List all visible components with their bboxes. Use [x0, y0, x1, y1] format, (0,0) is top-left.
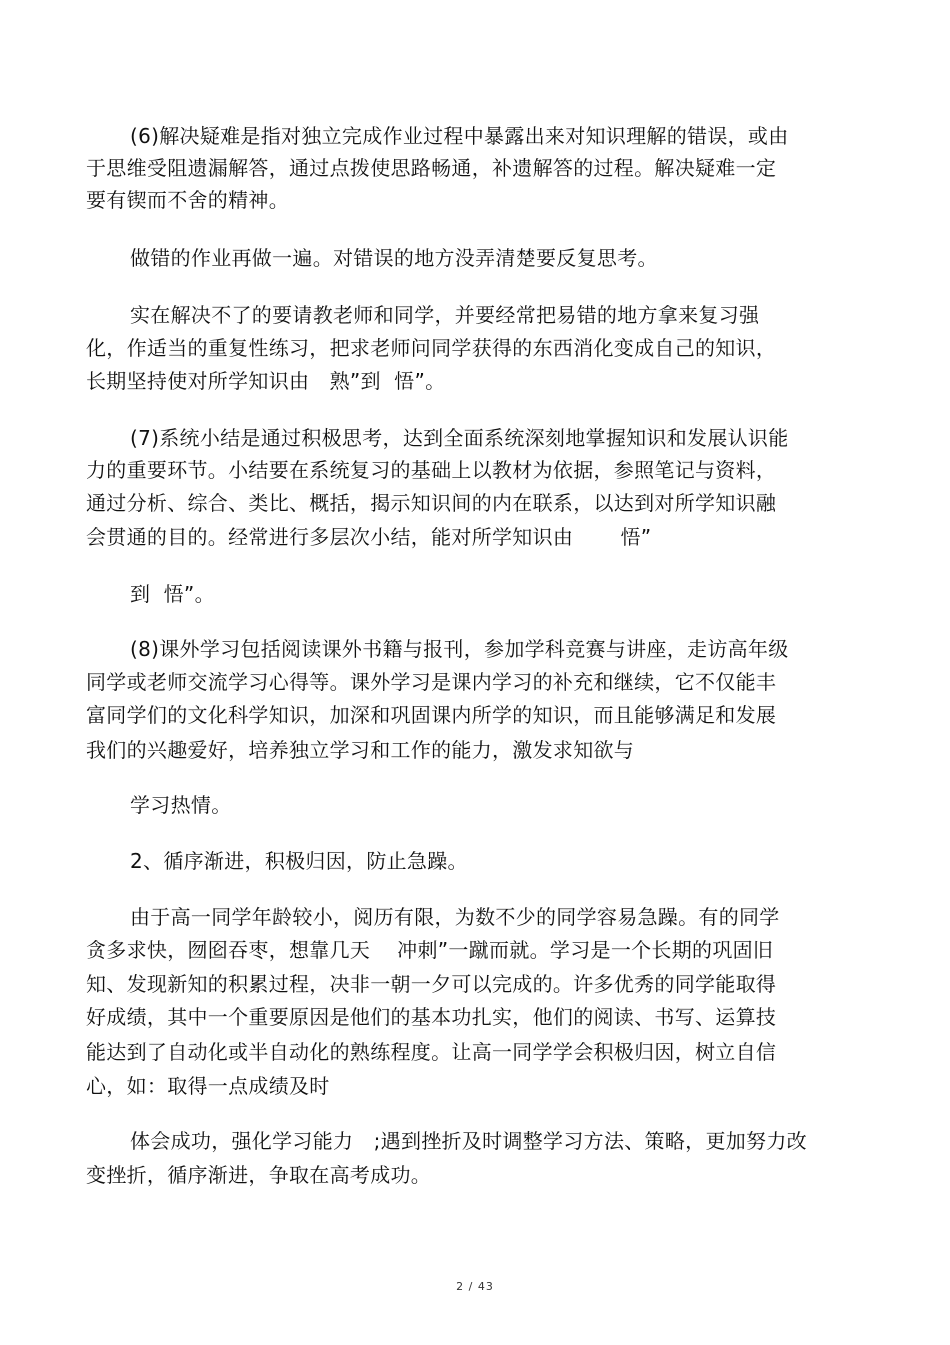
ask-teacher-line-1: 实在解决不了的要请教老师和同学，并要经常把易错的地方拿来复习强	[130, 303, 760, 327]
paragraph-7-line-5: 到 悟”。	[130, 582, 215, 606]
section-2-line-1: 由于高一同学年龄较小，阅历有限，为数不少的同学容易急躁。有的同学	[130, 905, 780, 929]
paragraph-7-line-2: 力的重要环节。小结要在系统复习的基础上以教材为依据，参照笔记与资料，	[86, 458, 777, 482]
experience-success-line-1: 体会成功，强化学习能力 ;遇到挫折及时调整学习方法、策略，更加努力改	[130, 1129, 807, 1153]
ask-teacher-line-2: 化，作适当的重复性练习，把求老师问同学获得的东西消化变成自己的知识，	[86, 336, 777, 360]
section-2-line-5: 能达到了自动化或半自动化的熟练程度。让高一同学学会积极归因，树立自信	[86, 1040, 777, 1064]
paragraph-7-line-1: (7)系统小结是通过积极思考，达到全面系统深刻地掌握知识和发展认识能	[130, 426, 789, 450]
paragraph-8-line-1: (8)课外学习包括阅读课外书籍与报刊，参加学科竞赛与讲座，走访高年级	[130, 637, 789, 661]
paragraph-6-line-2: 于思维受阻遗漏解答，通过点拨使思路畅通，补遗解答的过程。解决疑难一定	[86, 156, 777, 180]
section-2-line-3: 知、发现新知的积累过程，决非一朝一夕可以完成的。许多优秀的同学能取得	[86, 972, 777, 996]
section-2-heading: 2、循序渐进，积极归因，防止急躁。	[130, 849, 468, 873]
paragraph-6-line-1: (6)解决疑难是指对独立完成作业过程中暴露出来对知识理解的错误，或由	[130, 124, 789, 148]
paragraph-7-line-3: 通过分析、综合、类比、概括，揭示知识间的内在联系，以达到对所学知识融	[86, 491, 777, 515]
paragraph-8-line-4: 我们的兴趣爱好，培养独立学习和工作的能力，激发求知欲与	[86, 738, 635, 762]
experience-success-line-2: 变挫折，循序渐进，争取在高考成功。	[86, 1163, 432, 1187]
redo-paragraph-line: 做错的作业再做一遍。对错误的地方没弄清楚要反复思考。	[130, 246, 658, 270]
paragraph-7-line-4: 会贯通的目的。经常进行多层次小结，能对所学知识由 悟”	[86, 525, 652, 549]
section-2-line-4: 好成绩，其中一个重要原因是他们的基本功扎实，他们的阅读、书写、运算技	[86, 1005, 777, 1029]
section-2-line-6: 心，如：取得一点成绩及时	[86, 1074, 330, 1098]
paragraph-8-line-2: 同学或老师交流学习心得等。课外学习是课内学习的补充和继续，它不仅能丰	[86, 670, 777, 694]
paragraph-6-line-3: 要有锲而不舍的精神。	[86, 188, 289, 212]
section-2-line-2: 贪多求快，囫囵吞枣，想靠几天 冲刺”一蹴而就。学习是一个长期的巩固旧	[86, 938, 774, 962]
ask-teacher-line-3: 长期坚持使对所学知识由 熟”到 悟”。	[86, 369, 446, 393]
paragraph-8-line-3: 富同学们的文化科学知识，加深和巩固课内所学的知识，而且能够满足和发展	[86, 703, 777, 727]
paragraph-8-line-5: 学习热情。	[130, 793, 232, 817]
page-number: 2 / 43	[456, 1280, 494, 1293]
